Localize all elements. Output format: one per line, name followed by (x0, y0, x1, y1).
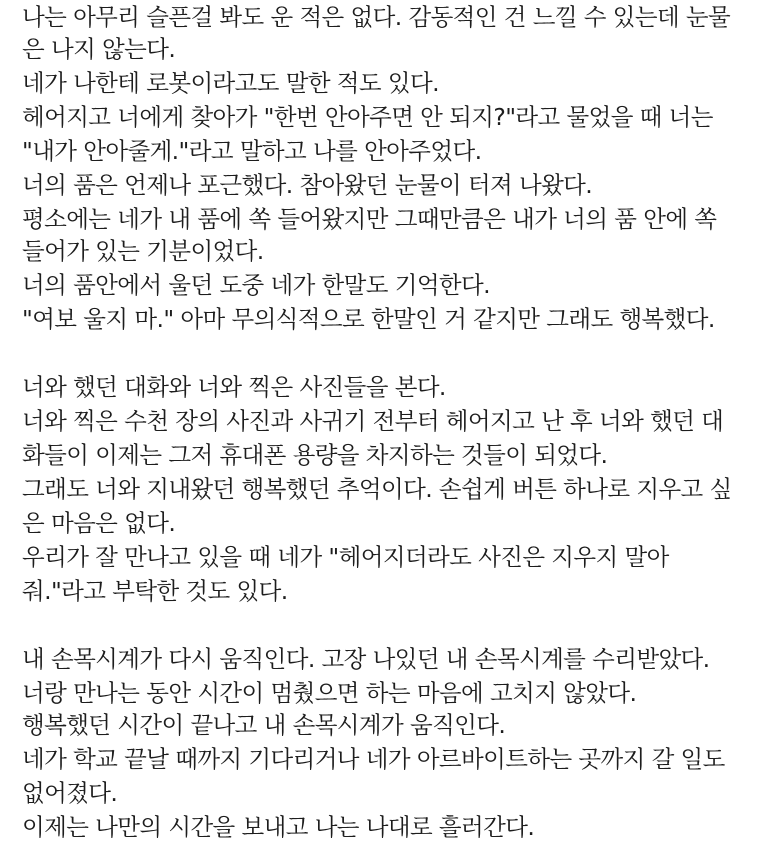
text-line: 그래도 너와 지내왔던 행복했던 추억이다. 손쉽게 버튼 하나로 지우고 싶 (22, 475, 732, 503)
text-line: 네가 나한테 로봇이라고도 말한 적도 있다. (22, 69, 439, 97)
text-line: "내가 안아줄게."라고 말하고 나를 안아주었다. (22, 137, 482, 165)
text-line: 들어가 있는 기분이었다. (22, 237, 264, 265)
text-line: 네가 학교 끝날 때까지 기다리거나 네가 아르바이트하는 곳까지 갈 일도 (22, 745, 725, 773)
text-line: 너의 품안에서 울던 도중 네가 한말도 기억한다. (22, 271, 491, 299)
text-line: 우리가 잘 만나고 있을 때 네가 "헤어지더라도 사진은 지우지 말아 (22, 543, 669, 571)
text-line: 내 손목시계가 다시 움직인다. 고장 나있던 내 손목시계를 수리받았다. (22, 645, 710, 673)
text-line: 너와 했던 대화와 너와 찍은 사진들을 본다. (22, 373, 446, 401)
text-line: 이제는 나만의 시간을 보내고 나는 나대로 흘러간다. (22, 813, 535, 841)
text-line: 평소에는 네가 내 품에 쏙 들어왔지만 그때만큼은 내가 너의 품 안에 쏙 (22, 205, 717, 233)
text-line: 너와 찍은 수천 장의 사진과 사귀기 전부터 헤어지고 난 후 너와 했던 대 (22, 407, 724, 435)
text-line: 너랑 만나는 동안 시간이 멈췄으면 하는 마음에 고치지 않았다. (22, 679, 637, 707)
text-line: 은 마음은 없다. (22, 509, 176, 537)
text-line: 나는 아무리 슬픈걸 봐도 운 적은 없다. 감동적인 건 느낄 수 있는데 눈물 (22, 3, 731, 31)
text-line: 화들이 이제는 그저 휴대폰 용량을 차지하는 것들이 되었다. (22, 441, 608, 469)
text-line: 너의 품은 언제나 포근했다. 참아왔던 눈물이 터져 나왔다. (22, 171, 593, 199)
text-line: 행복했던 시간이 끝나고 내 손목시계가 움직인다. (22, 711, 506, 739)
text-line: 은 나지 않는다. (22, 35, 176, 63)
text-line: 줘."라고 부탁한 것도 있다. (22, 577, 288, 605)
text-line: 없어졌다. (22, 779, 118, 807)
text-line: "여보 울지 마." 아마 무의식적으로 한말인 거 같지만 그래도 행복했다. (22, 305, 715, 333)
text-line: 헤어지고 너에게 찾아가 "한번 안아주면 안 되지?"라고 물었을 때 너는 (22, 103, 713, 131)
